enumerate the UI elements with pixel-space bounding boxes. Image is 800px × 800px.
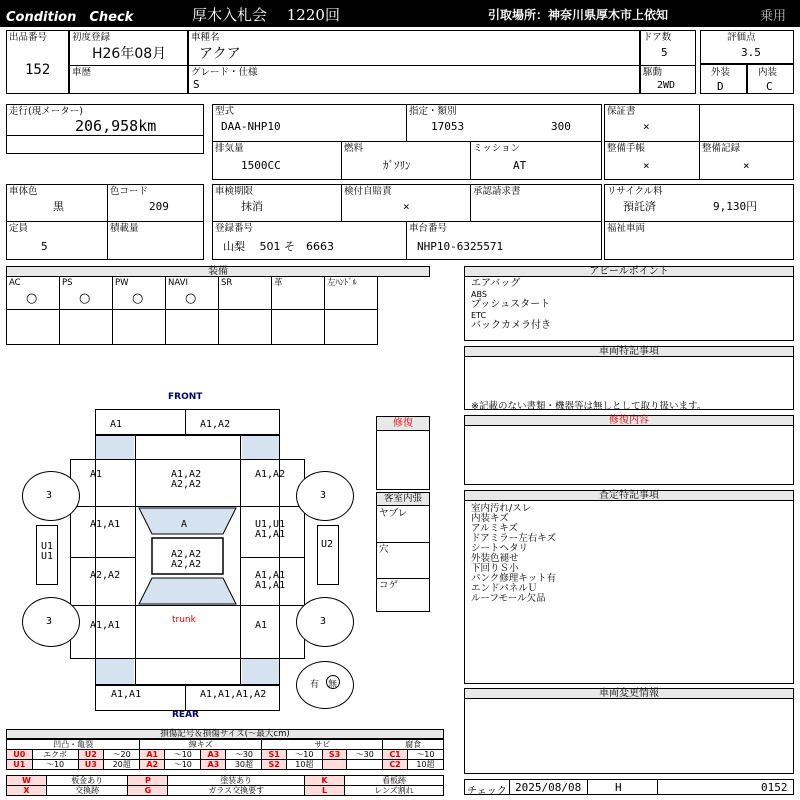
legend-size: 〜10	[286, 750, 322, 760]
assessment-line: 下回りＳ小	[471, 563, 519, 574]
equipment-cell	[271, 276, 325, 310]
mileage-value: 206,958km	[75, 117, 157, 135]
load-label: 積載量	[110, 223, 139, 234]
score-value: 3.5	[741, 46, 761, 59]
repair-content-title: 修復内容	[464, 415, 794, 426]
model-value: アクア	[199, 46, 241, 62]
lot-label: 出品番号	[9, 32, 48, 43]
cabin-title: 客室内張	[377, 493, 429, 506]
mileage-label: 走行(現メーター)	[9, 106, 83, 117]
ext-label: 外装	[711, 67, 731, 78]
equipment-label: 左ﾊﾝﾄﾞﾙ	[327, 278, 357, 288]
auction-title: 厚木入札会 1220回	[192, 6, 340, 24]
legend-size: 〜10	[32, 760, 78, 770]
legend-mark-desc: レンズ割れ	[345, 786, 444, 796]
recycle-box	[604, 184, 794, 260]
doors-value: 5	[661, 46, 668, 59]
type-label: 型式	[215, 106, 235, 117]
displacement-value: 1500CC	[241, 159, 281, 172]
history-label: 車歴	[72, 67, 92, 78]
insurance-value: ×	[403, 200, 410, 213]
legend-size: 10超	[286, 760, 322, 770]
inspection-value: 抹消	[241, 200, 263, 213]
trunk-label: trunk	[172, 615, 196, 625]
type-value: DAA-NHP10	[221, 120, 281, 133]
drive-label: 駆動	[643, 67, 663, 78]
int-value: C	[766, 80, 773, 93]
equipment-cell-blank	[165, 309, 219, 345]
appeal-line: バックカメラ付き	[471, 320, 551, 331]
header-bar	[0, 0, 800, 27]
legend-size: 〜10	[407, 750, 443, 760]
equipment-value: ○	[185, 291, 197, 306]
check-code: 0152	[761, 781, 788, 794]
legend-mark-code: P	[128, 776, 168, 786]
legend-size: 〜10	[165, 760, 201, 770]
mark-rear-right: A1,A1,A1,A2	[200, 689, 267, 700]
mark-tire-rr: 3	[320, 616, 327, 627]
manual-value: ×	[643, 159, 650, 172]
equipment-title: 装備	[6, 266, 430, 277]
brand-title: Condition Check	[6, 10, 134, 25]
mark-windshield: A	[181, 519, 188, 530]
recycle-fee: 9,130円	[713, 200, 758, 213]
legend-size: 〜10	[165, 750, 201, 760]
docs-box	[604, 104, 794, 180]
equipment-value: ○	[79, 291, 91, 306]
cabin-item: ヤブレ	[379, 508, 408, 519]
score-label: 評価点	[727, 32, 756, 43]
mark-spare-type: 無	[328, 680, 338, 690]
first-reg-label: 初度登録	[72, 32, 111, 43]
legend-size: 10超	[407, 760, 443, 770]
legend-mark-desc: 塗装あり	[168, 776, 305, 786]
legend-mark-desc: 看板跡	[345, 776, 444, 786]
legend-code: A3	[201, 760, 226, 770]
equipment-cell	[165, 276, 219, 310]
pickup-location: 引取場所：神奈川県厚木市上依知	[488, 8, 669, 22]
cabin-item: コゲ	[379, 580, 399, 591]
equipment-panel	[6, 266, 430, 346]
ext-value: D	[717, 80, 724, 93]
drive-value: 2WD	[657, 80, 676, 91]
cabin-divider	[377, 542, 429, 543]
record-value: ×	[743, 159, 750, 172]
cabin-item: 穴	[379, 544, 389, 555]
equipment-value: ○	[26, 291, 38, 306]
warranty-value: ×	[643, 120, 650, 133]
color-code-label: 色コード	[110, 186, 149, 197]
appeal-title: アピールポイント	[464, 266, 794, 277]
check-row	[464, 779, 794, 795]
grade-value: S	[193, 78, 200, 91]
legend-code: C1	[383, 750, 408, 760]
appeal-line: エアバッグ	[471, 278, 521, 289]
legend-code: A3	[201, 750, 226, 760]
equipment-label: SR	[221, 278, 233, 288]
appeal-panel	[464, 266, 794, 341]
chassis-label: 車台番号	[409, 223, 448, 234]
mark-fender-fl: A1	[90, 469, 103, 480]
change-panel	[464, 688, 794, 774]
mark-fender-fr: A1,A2	[255, 469, 286, 480]
mission-value: AT	[513, 159, 527, 172]
score-box	[700, 30, 794, 64]
equipment-label: PS	[62, 278, 73, 288]
designation-label: 指定・類別	[409, 106, 457, 117]
equipment-label: PW	[115, 278, 129, 288]
equipment-cell	[324, 276, 378, 310]
capacity-value: 5	[41, 240, 48, 253]
special-note: ※記載のない書類・機器等は無しとして取り扱います。	[471, 401, 707, 412]
legend-size: 20超	[104, 760, 140, 770]
assessment-line: 外装色褪せ	[471, 553, 519, 564]
color-box	[6, 184, 204, 260]
recycle-status: 預託済	[623, 200, 656, 213]
car-diagram	[0, 385, 376, 720]
equipment-cell-blank	[112, 309, 166, 345]
equipment-label: NAVI	[168, 278, 188, 288]
mark-quarter-rl: A1,A1	[90, 620, 121, 631]
assessment-panel	[464, 490, 794, 684]
front-bumper-panel	[95, 409, 280, 435]
approval-label: 承認請求書	[473, 186, 521, 197]
equipment-cell-blank	[218, 309, 272, 345]
legend-code: A1	[140, 750, 165, 760]
assessment-line: 室内汚れ/スレ	[471, 503, 532, 514]
welfare-label: 福祉車両	[607, 223, 646, 234]
doors-box	[640, 30, 696, 94]
model-label: 車種名	[191, 32, 220, 43]
grade-label: グレード・仕様	[191, 67, 258, 78]
rear-label: REAR	[172, 710, 199, 720]
manual-label: 整備手帳	[607, 143, 646, 154]
registration-box	[212, 184, 602, 260]
spec-box	[212, 104, 602, 180]
special-title: 車両特記事項	[464, 346, 794, 357]
front-label: FRONT	[168, 392, 203, 402]
appeal-line: プッシュスタート	[471, 299, 551, 310]
legend-title: 損傷記号＆損傷サイズ(〜最大cm)	[6, 729, 444, 739]
color-value: 黒	[53, 200, 64, 213]
equipment-cell-blank	[59, 309, 113, 345]
check-label: チェック	[467, 786, 507, 797]
legend-group: 線キズ	[140, 740, 262, 750]
mark-door-fl: A1,A1	[90, 519, 121, 530]
cabin-divider	[377, 578, 429, 579]
mark-door-rr: A1,A1 A1,A1	[255, 570, 286, 591]
appeal-line: ABS	[471, 289, 487, 299]
assessment-line: ルーフモール欠品	[471, 593, 546, 604]
check-grade: H	[615, 781, 622, 794]
mission-label: ミッション	[473, 143, 521, 154]
mark-quarter-rr: A1	[255, 620, 268, 631]
mark-door-rl: A2,A2	[90, 570, 121, 581]
repair-box	[376, 416, 430, 490]
assessment-line: ドアミラー左右キズ	[471, 533, 557, 544]
equipment-cell	[59, 276, 113, 310]
legend-code: S1	[262, 750, 286, 760]
mark-spare: 有	[310, 680, 320, 690]
cabin-box	[376, 492, 430, 612]
lot-number: 152	[25, 62, 51, 78]
int-label: 内装	[758, 67, 778, 78]
equipment-label: 革	[274, 278, 283, 288]
legend-mark-code: L	[305, 786, 345, 796]
plate-label: 登録番号	[215, 223, 254, 234]
legend-mark-desc: 板金あり	[47, 776, 128, 786]
assessment-line: シートヘタリ	[471, 543, 529, 554]
equipment-cell	[112, 276, 166, 310]
mark-front-right: A1,A2	[200, 419, 231, 430]
equipment-label: AC	[9, 278, 21, 288]
fuel-label: 燃料	[344, 143, 364, 154]
ext-box	[700, 64, 747, 94]
plate-value: 山梨 501 そ 6663	[223, 240, 334, 253]
doors-label: ドア数	[643, 32, 672, 43]
mark-side-right: U2	[321, 539, 334, 550]
legend-code: U2	[78, 750, 104, 760]
legend-mark-code: W	[7, 776, 47, 786]
special-panel	[464, 346, 794, 410]
recycle-label: リサイクル料	[607, 186, 663, 197]
lot-box	[6, 30, 69, 94]
legend-mark-code: K	[305, 776, 345, 786]
legend-size: 〜30	[347, 750, 383, 760]
legend-mark-desc: ガラス交換要す	[168, 786, 305, 796]
check-date: 2025/08/08	[515, 781, 582, 794]
legend-group: 腐食	[383, 740, 444, 750]
legend-group: 凹凸・亀裂	[7, 740, 140, 750]
chassis-value: NHP10-6325571	[417, 240, 504, 253]
appeal-line: ETC	[471, 310, 487, 320]
equipment-cell	[218, 276, 272, 310]
mark-side-left: U1 U1	[41, 541, 54, 562]
legend-code: S2	[262, 760, 286, 770]
record-label: 整備記録	[702, 143, 741, 154]
side-strip-right	[317, 525, 339, 585]
first-reg-box	[69, 30, 188, 94]
color-label: 車体色	[9, 186, 38, 197]
class-number-value: 300	[551, 120, 571, 133]
assessment-line: アルミキズ	[471, 523, 518, 534]
repair-title: 修復	[377, 417, 429, 431]
mark-front-left: A1	[110, 419, 123, 430]
legend-group: サビ	[262, 740, 383, 750]
legend-mark-desc: 交換跡	[47, 786, 128, 796]
equipment-cell-blank	[6, 309, 60, 345]
legend-size: エクボ	[32, 750, 78, 760]
inspection-label: 車検期限	[215, 186, 254, 197]
legend-size	[347, 760, 383, 770]
mark-roof: A2,A2 A2,A2	[171, 549, 202, 570]
legend-code: S3	[322, 750, 346, 760]
assessment-line: エンドパネルＵ	[471, 583, 538, 594]
mark-hood: A1,A2 A2,A2	[171, 469, 202, 490]
mark-door-fr: U1,U1 A1,A1	[255, 519, 286, 540]
change-title: 車両変更情報	[464, 688, 794, 699]
legend-size: 30超	[226, 760, 262, 770]
int-box	[747, 64, 794, 94]
legend-code: U0	[7, 750, 33, 760]
model-box	[188, 30, 640, 94]
mark-tire-fr: 3	[320, 490, 327, 501]
insurance-label: 検付自賠責	[344, 186, 392, 197]
legend-mark-code: G	[128, 786, 168, 796]
assessment-line: パンク修理キット有	[471, 573, 557, 584]
mileage-box	[6, 104, 204, 154]
mark-tire-fl: 3	[46, 490, 53, 501]
color-code-value: 209	[149, 200, 169, 213]
assessment-title: 査定特記事項	[464, 490, 794, 501]
equipment-cell	[6, 276, 60, 310]
assessment-line: 内装キズ	[471, 513, 509, 524]
spare-tire	[296, 661, 354, 709]
equipment-cell-blank	[324, 309, 378, 345]
legend-code	[322, 760, 346, 770]
legend-code: U3	[78, 760, 104, 770]
legend-size: 〜30	[226, 750, 262, 760]
equipment-value: ○	[132, 291, 144, 306]
category-label: 乗用	[760, 9, 787, 24]
mark-tire-rl: 3	[46, 616, 53, 627]
legend-size: 〜20	[104, 750, 140, 760]
legend-code: U1	[7, 760, 33, 770]
legend-code: C2	[383, 760, 408, 770]
fuel-value: ｶﾞｿﾘﾝ	[383, 159, 411, 172]
displacement-label: 排気量	[215, 143, 244, 154]
equipment-cell-blank	[271, 309, 325, 345]
designation-value: 17053	[431, 120, 465, 133]
mark-rear-left: A1,A1	[111, 689, 142, 700]
warranty-label: 保証書	[607, 106, 636, 117]
legend-code: A2	[140, 760, 165, 770]
capacity-label: 定員	[9, 223, 29, 234]
legend-mark-code: X	[7, 786, 47, 796]
first-reg-value: H26年08月	[92, 46, 167, 62]
repair-content-panel	[464, 415, 794, 485]
